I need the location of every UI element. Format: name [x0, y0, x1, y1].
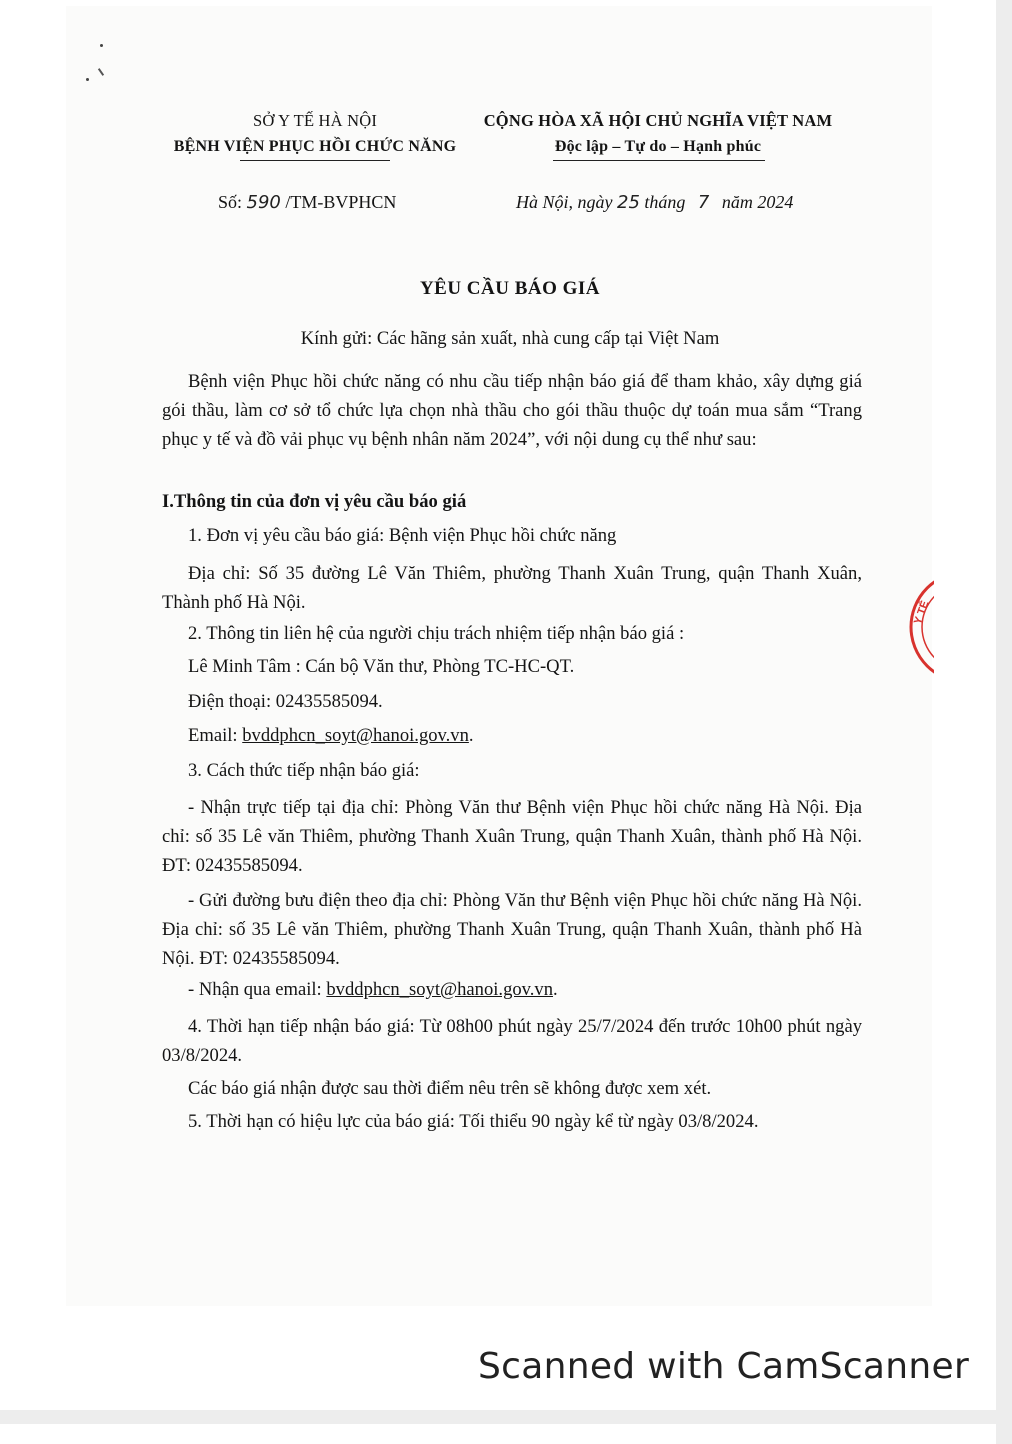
email-label: Email:	[188, 725, 243, 746]
contact-phone: Điện thoại: 02435585094.	[188, 691, 383, 712]
item-5: 5. Thời hạn có hiệu lực của báo giá: Tối thiểu 90 ngày kể từ ngày 03/8/2024.	[188, 1111, 759, 1132]
date-month-label: tháng	[639, 192, 690, 212]
national-motto-underline	[553, 160, 765, 161]
method-email-label: - Nhận qua email:	[188, 979, 327, 1000]
agency-name: SỞ Y TẾ HÀ NỘI	[252, 111, 378, 130]
late-note: Các báo giá nhận được sau thời điểm nêu trên sẽ không được xem xét.	[188, 1078, 712, 1099]
method-email	[188, 979, 558, 1001]
intro-paragraph: Bệnh viện Phục hồi chức năng có nhu cầu tiếp nhận báo giá để tham khảo, xây dựng giá gói thầu, làm cơ sở tổ chức lựa chọn nhà thầu cho gói thầu thuộc dự toán mua sắm “Trang phục y tế và đồ vải phục vụ bệnh nhân năm 2024”, với nội dung cụ thể như sau:	[162, 371, 862, 450]
contact-person: Lê Minh Tâm : Cán bộ Văn thư, Phòng TC-HC-QT.	[188, 656, 575, 677]
next-page-edge	[0, 1424, 996, 1444]
national-title: CỘNG HÒA XÃ HỘI CHỦ NGHĨA VIỆT NAM	[483, 111, 833, 130]
item-4: 4. Thời hạn tiếp nhận báo giá: Từ 08h00 phút ngày 25/7/2024 đến trước 10h00 phút ngày 03/8/2024.	[162, 1016, 862, 1066]
hospital-name: BỆNH VIỆN PHỤC HỒI CHỨC NĂNG	[173, 138, 457, 155]
document-title: YÊU CẦU BÁO GIÁ	[419, 278, 601, 299]
document-number-handwritten: 590	[246, 192, 281, 213]
item-2: 2. Thông tin liên hệ của người chịu trách nhiệm tiếp nhận báo giá :	[188, 623, 685, 644]
date-prefix: Hà Nội, ngày	[516, 192, 617, 212]
stamp-graphic	[908, 574, 934, 680]
method-email-link[interactable]: bvddphcn_soyt@hanoi.gov.vn	[326, 979, 554, 1000]
scan-speck	[86, 78, 89, 81]
red-stamp-partial	[908, 574, 934, 680]
hospital-name-underline	[240, 160, 390, 161]
method-direct: - Nhận trực tiếp tại địa chỉ: Phòng Văn thư Bệnh viện Phục hồi chức năng Hà Nội. Địa chỉ: số 35 Lê văn Thiêm, phường Thanh Xuân Trung, quận Thanh Xuân, thành phố Hà Nội. ĐT: 02435585094.	[162, 797, 862, 876]
method-email-end: .	[553, 979, 558, 1000]
recipient: Kính gửi: Các hãng sản xuất, nhà cung cấp tại Việt Nam	[300, 328, 720, 349]
date-year: năm 2024	[717, 192, 794, 212]
stamp-text: Y TẾ	[911, 599, 932, 627]
camscanner-watermark: Scanned with CamScanner	[478, 1346, 970, 1387]
email-end: .	[468, 725, 474, 746]
contact-email	[188, 725, 474, 747]
item-1: 1. Đơn vị yêu cầu báo giá: Bệnh viện Phục hồi chức năng	[188, 525, 617, 546]
document-number-prefix: Số:	[218, 192, 247, 212]
address-paragraph: Địa chỉ: Số 35 đường Lê Văn Thiêm, phường Thanh Xuân Trung, quận Thanh Xuân, Thành phố Hà Nội.	[162, 563, 862, 613]
document-number	[218, 192, 396, 213]
date-day-handwritten: 25	[617, 192, 640, 213]
email-link[interactable]: bvddphcn_soyt@hanoi.gov.vn	[242, 725, 469, 746]
date-month-handwritten: 7	[697, 192, 710, 213]
method-post: - Gửi đường bưu điện theo địa chỉ: Phòng Văn thư Bệnh viện Phục hồi chức năng Hà Nội. Địa chỉ: số 35 Lê văn Thiêm, phường Thanh Xuân Trung, quận Thanh Xuân, thành phố Hà Nội. ĐT: 02435585094.	[162, 890, 862, 969]
scan-speck	[100, 44, 103, 47]
document-date	[516, 192, 793, 213]
document-number-suffix: /TM-BVPHCN	[280, 192, 397, 212]
national-motto: Độc lập – Tự do – Hạnh phúc	[554, 138, 762, 155]
section-1-heading: I.Thông tin của đơn vị yêu cầu báo giá	[162, 491, 467, 512]
item-3: 3. Cách thức tiếp nhận báo giá:	[188, 760, 420, 781]
